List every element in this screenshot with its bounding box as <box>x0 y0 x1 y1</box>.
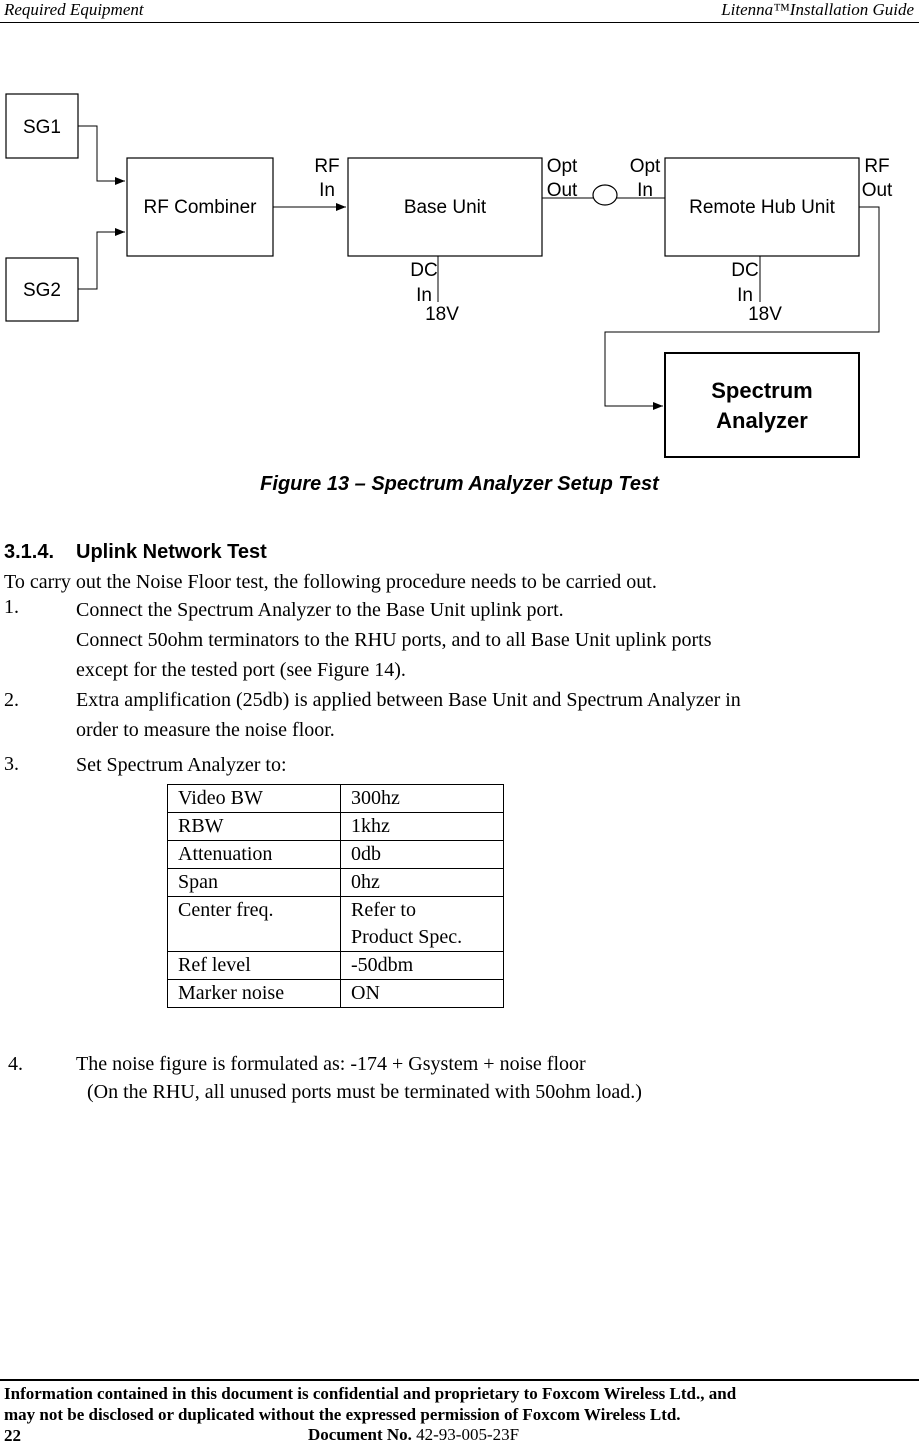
figure-caption: Figure 13 – Spectrum Analyzer Setup Test <box>260 473 659 495</box>
step-3-text <box>76 750 896 780</box>
table-cell-param: Center freq. <box>168 897 341 952</box>
step-2-line-2: order to measure the noise floor. <box>76 719 335 741</box>
table-cell-value: 300hz <box>341 785 504 813</box>
footer-page-number: 22 <box>4 1426 21 1445</box>
rf-out-label-line1: RF <box>864 156 890 177</box>
table-row <box>168 785 504 813</box>
table-row <box>168 980 504 1008</box>
rf-in-label-line2: In <box>319 180 335 201</box>
header-section-title: Required Equipment <box>4 0 144 19</box>
step-3-number: 3. <box>4 753 19 775</box>
table-row <box>168 841 504 869</box>
table-cell-value: -50dbm <box>341 952 504 980</box>
footer-doc-label: Document No. <box>308 1425 412 1444</box>
table-row <box>168 952 504 980</box>
step-3-line-1: Set Spectrum Analyzer to: <box>76 754 287 776</box>
spectrum-label-line1: Spectrum <box>711 378 813 403</box>
rf-in-label-line1: RF <box>314 156 340 177</box>
table-cell-value: ON <box>341 980 504 1008</box>
step-2-line-1: Extra amplification (25db) is applied between Base Unit and Spectrum Analyzer in <box>76 689 741 711</box>
rhu-to-analyzer-line <box>605 207 879 406</box>
table-cell-param: Span <box>168 869 341 897</box>
base-unit-label: Base Unit <box>403 197 487 218</box>
sg1-label: SG1 <box>22 117 62 138</box>
step-4-text <box>76 1050 896 1106</box>
step-1-number: 1. <box>4 596 19 618</box>
fiber-connector-icon <box>593 185 617 205</box>
rf-out-label-line2: Out <box>861 180 893 201</box>
sg2-label: SG2 <box>22 280 62 301</box>
section-title: Uplink Network Test <box>76 541 267 563</box>
rhu-dc-in-label-line2: In <box>737 285 753 306</box>
footer-divider <box>0 1379 919 1381</box>
opt-in-label-line1: Opt <box>629 156 661 177</box>
rhu-voltage-label: 18V <box>748 304 782 325</box>
table-cell-param: Marker noise <box>168 980 341 1008</box>
table-cell-value-line-1: Refer to <box>351 899 416 921</box>
header-divider <box>0 22 919 23</box>
table-cell-value: 0db <box>341 841 504 869</box>
section-heading <box>4 541 267 564</box>
step-2-text <box>76 685 896 745</box>
table-cell-param: Attenuation <box>168 841 341 869</box>
spectrum-label-line2: Analyzer <box>716 408 808 433</box>
remote-hub-unit-label: Remote Hub Unit <box>689 197 835 218</box>
footer-doc-number: 42-93-005-23F <box>416 1425 520 1444</box>
table-row <box>168 897 504 952</box>
step-1-line-2: Connect 50ohm terminators to the RHU ports, and to all Base Unit uplink ports <box>76 629 712 651</box>
step-2-number: 2. <box>4 689 19 711</box>
sg1-to-combiner-line <box>78 126 125 181</box>
table-row <box>168 869 504 897</box>
intro-paragraph: To carry out the Noise Floor test, the following procedure needs to be carried out. <box>4 571 657 593</box>
table-cell-param: Ref level <box>168 952 341 980</box>
base-voltage-label: 18V <box>425 304 459 325</box>
table-cell-value-line-2: Product Spec. <box>351 926 463 948</box>
table-cell-value: 0hz <box>341 869 504 897</box>
table-row <box>168 813 504 841</box>
step-4-line-1: The noise figure is formulated as: -174 + Gsystem + noise floor <box>76 1053 586 1075</box>
footer-line-1: Information contained in this document is confidential and proprietary to Foxcom Wireless Ltd., and <box>4 1384 737 1403</box>
analyzer-settings-table <box>167 784 504 1008</box>
base-dc-in-label-line1: DC <box>410 260 438 281</box>
rhu-dc-in-label-line1: DC <box>731 260 759 281</box>
section-number: 3.1.4. <box>4 541 55 563</box>
sg2-to-combiner-line <box>78 232 125 289</box>
setup-diagram <box>0 80 919 465</box>
header-document-title: Litenna™Installation Guide <box>721 0 914 19</box>
step-1-line-1: Connect the Spectrum Analyzer to the Base Unit uplink port. <box>76 599 564 621</box>
spectrum-analyzer-box <box>665 353 859 457</box>
table-cell-param: RBW <box>168 813 341 841</box>
footer-document-number <box>308 1425 519 1445</box>
table-cell-param: Video BW <box>168 785 341 813</box>
table-cell-value <box>341 897 504 952</box>
opt-out-label-line1: Opt <box>546 156 578 177</box>
footer-line-2: may not be disclosed or duplicated without the expressed permission of Foxcom Wireless Ltd. <box>4 1405 681 1424</box>
opt-out-label-line2: Out <box>546 180 578 201</box>
step-4-line-2: (On the RHU, all unused ports must be terminated with 50ohm load.) <box>87 1081 642 1103</box>
rf-combiner-label: RF Combiner <box>143 197 257 218</box>
table-cell-value: 1khz <box>341 813 504 841</box>
step-4-number: 4. <box>8 1053 23 1075</box>
opt-in-label-line2: In <box>637 180 653 201</box>
step-1-line-3: except for the tested port (see Figure 14). <box>76 659 406 681</box>
step-1-text <box>76 595 896 685</box>
base-dc-in-label-line2: In <box>416 285 432 306</box>
